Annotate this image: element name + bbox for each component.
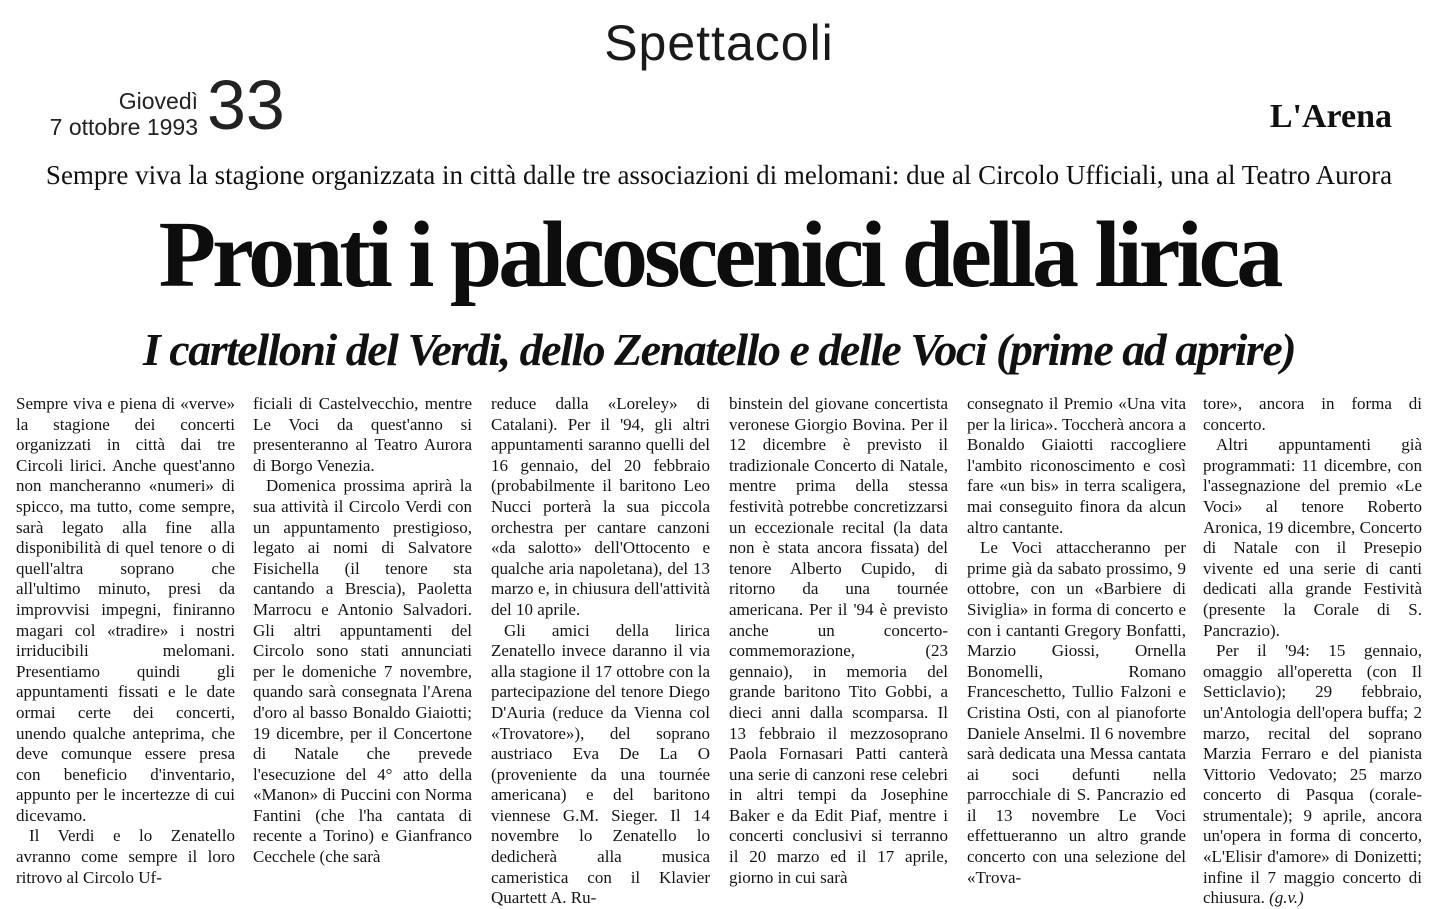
paragraph: tore», ancora in forma di concerto. (1203, 394, 1422, 434)
issue-date: 7 ottobre 1993 (49, 114, 198, 140)
subheadline: I cartelloni del Verdi, dello Zenatello e delle Voci (prime ad aprire) (142, 324, 1296, 375)
paragraph: consegnato il Premio «Una vita per la lirica». Toccherà ancora a Bonaldo Giaiotti raccogliere l'ambito riconoscimento e così fare «un bis» in terra scaligera, mai conseguito finora da alcun altro cantante. (967, 394, 1186, 537)
page-number: 33 (207, 66, 285, 144)
headline: Pronti i palcoscenici della lirica (158, 203, 1280, 307)
paragraph: ficiali di Castelvecchio, mentre Le Voci da quest'anno si presenteranno al Teatro Aurora di Borgo Venezia. (253, 394, 472, 475)
paragraph: binstein del giovane concertista veronese Giorgio Bovina. Per il 12 dicembre è previsto il tradizionale Concerto di Natale, mentre prima della stessa festività potrebbe concretizzarsi un eccezionale recital (la data non è stata ancora fissata) del tenore Alberto Cupido, di ritorno da una tournée americana. Per il '94 è previsto anche un concerto-commemorazione, (23 gennaio), in memoria del grande baritono Tito Gobbi, a dieci anni dalla scomparsa. Il 13 febbraio il mezzosoprano Paola Fornasari Patti canterà una serie di canzoni rese celebri in altri tempi da Josephine Baker e da Edit Piaf, mentre i concerti conclusivi si terranno il 20 marzo ed il 17 aprile, giorno in cui sarà (729, 394, 948, 887)
section-title: Spettacoli (604, 15, 834, 71)
paragraph: Altri appuntamenti già programmati: 11 dicembre, con l'assegnazione del premio «Le Voci» al tenore Roberto Aronica, 19 dicembre, Concerto di Natale con il Presepio vivente ed una serie di canti dedicati alla grande Festività (presente la Corale di S. Pancrazio). (1203, 435, 1422, 640)
paragraph (1203, 641, 1422, 909)
paragraph: Domenica prossima aprirà la sua attività il Circolo Verdi con un appuntamento prestigioso, legato ai nomi di Salvatore Fisichella (il tenore sta cantando a Brescia), Paoletta Marrocu e Antonio Salvadori. Gli altri appuntamenti del Circolo sono stati annunciati per le domeniche 7 novembre, quando sarà consegnata l'Arena d'oro al basso Bonaldo Giaiotti; 19 dicembre, per il Concertone di Natale che prevede l'esecuzione del 4° atto della «Manon» di Puccini con Norma Fantini (che l'ha cantata di recente a Torino) e Gianfranco Cecchele (che sarà (253, 476, 472, 867)
article-column-1 (16, 394, 235, 892)
paragraph: Gli amici della lirica Zenatello invece daranno il via alla stagione il 17 ottobre con la partecipazione del tenore Diego D'Auria (reduce da Vienna col «Trovatore»), del soprano austriaco Eva De La O (proveniente da una tournée americana) e del baritono viennese G.M. Sieger. Il 14 novembre lo Zenatello lo dedicherà alla musica cameristica con il Klavier Quartett A. Ru- (491, 620, 710, 908)
paragraph: Le Voci attaccheranno per prime già da sabato prossimo, 9 ottobre, con un «Barbiere di Siviglia» in forma di concerto e con i cantanti Gregory Bonfatti, Marzio Giossi, Ornella Bonomelli, Romano Franceschetto, Tullio Falzoni e Cristina Osti, con al pianoforte Daniele Anselmi. Il 6 novembre sarà dedicata una Messa cantata ai soci defunti nella parrocchiale di S. Pancrazio ed il 13 novembre Le Voci effettueranno un altro grande concerto con una selezione del «Trova- (967, 538, 1186, 887)
newspaper-name: L'Arena (1269, 98, 1392, 135)
article-column-5 (967, 394, 1186, 892)
paragraph-text: Per il '94: 15 gennaio, omaggio all'operetta (con Il Setticlavio); 29 febbraio, un'Antologia dell'opera buffa; 2 marzo, recital del soprano Marzia Ferraro e del pianista Vittorio Vedovato; 25 marzo concerto di Pasqua (corale-strumentale); 9 aprile, ancora un'opera in forma di concerto, «L'Elisir d'amore» di Donizetti; infine il 7 maggio concerto di chiusura. (1203, 641, 1422, 908)
weekday: Giovedì (118, 88, 198, 114)
paragraph: reduce dalla «Loreley» di Catalani). Per il '94, gli altri appuntamenti saranno quelli del 16 gennaio, del 20 febbraio (probabilmente il baritono Leo Nucci porterà la sua piccola orchestra per cantare canzoni «da salotto» dell'Ottocento e qualche aria napoletana), del 13 marzo e, in chiusura dell'attività del 10 aprile. (491, 394, 710, 619)
article-column-2 (253, 394, 472, 892)
paragraph: Sempre viva e piena di «verve» la stagione dei concerti organizzati in città dai tre Circoli lirici. Anche quest'anno non mancheranno «numeri» di spicco, ma tutto, come sempre, sarà legato alla fine alla disponibilità di quel tenore o di quell'altra soprano che all'ultimo minuto, presi da improvvisi impegni, finiranno magari col «tradire» i nostri irriducibili melomani. Presentiamo quindi gli appuntamenti fissati e le date ormai certe dei concerti, unendo qualche anteprima, che deve comunque essere presa con beneficio d'inventario, appunto per le incertezze di cui dicevamo. (16, 394, 235, 825)
article-column-4 (729, 394, 948, 892)
paragraph: Il Verdi e lo Zenatello avranno come sempre il loro ritrovo al Circolo Uf- (16, 826, 235, 887)
article-column-3 (491, 394, 710, 908)
author-signature: (g.v.) (1269, 888, 1304, 908)
date-line (40, 88, 198, 140)
article-column-6 (1203, 394, 1422, 908)
kicker: Sempre viva la stagione organizzata in città dalle tre associazioni di melomani: due al Circolo Ufficiali, una al Teatro Aurora (45, 160, 1393, 190)
